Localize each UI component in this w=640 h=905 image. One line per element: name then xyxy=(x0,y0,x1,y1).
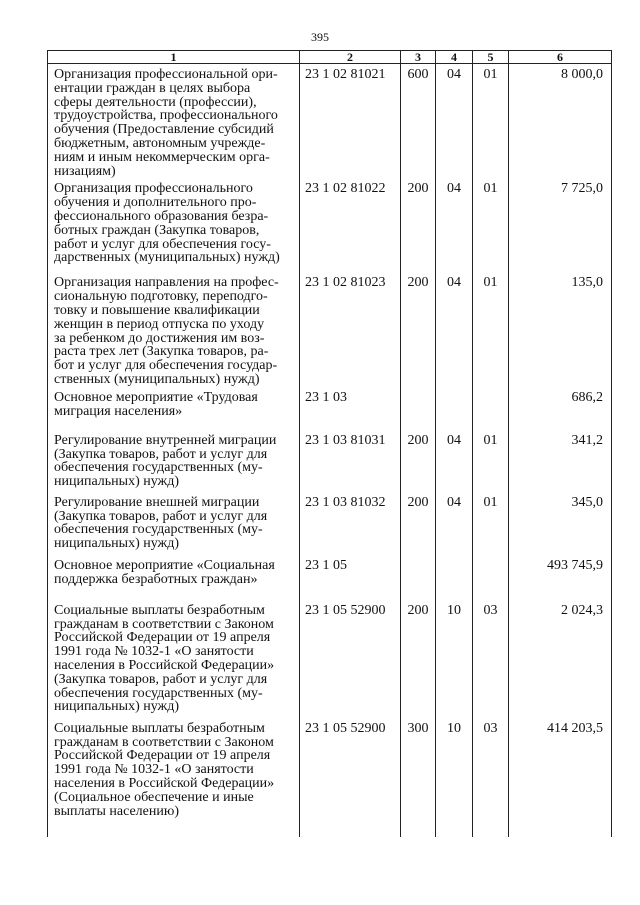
table-row xyxy=(48,178,612,272)
column-header: 6 xyxy=(509,51,612,64)
row-code: 23 1 02 81023 xyxy=(300,272,401,386)
row-expense-type: 300 xyxy=(401,718,436,837)
row-expense-type: 600 xyxy=(401,64,436,179)
row-description: Социальные выплаты безработным гражданам в соответствии с Законом Российской Федерации от 19 апреля 1991 года № 1032-1 «О занятости населения в Российской Федерации» (Закупка товаров, работ и услуг для обеспечения государственных (му- ниципальных) нужд) xyxy=(48,600,300,718)
row-subsection: 01 xyxy=(473,272,509,386)
row-code: 23 1 05 52900 xyxy=(300,600,401,718)
row-subsection: 01 xyxy=(473,64,509,179)
row-description: Организация профессиональной ори- ентации граждан в целях выбора сферы деятельности (профессии), трудоустройства, профессионального обучения (Предоставление субсидий бюджетным, автономным учрежде- ниям и иным некоммерческим орга- низациям) xyxy=(48,64,300,179)
row-code: 23 1 02 81022 xyxy=(300,178,401,272)
row-amount: 8 000,0 xyxy=(509,64,612,179)
row-subsection: 01 xyxy=(473,492,509,555)
table-body xyxy=(48,64,612,837)
row-section xyxy=(436,555,473,600)
row-amount: 7 725,0 xyxy=(509,178,612,272)
table-row xyxy=(48,555,612,600)
row-subsection: 03 xyxy=(473,718,509,837)
row-code: 23 1 05 xyxy=(300,555,401,600)
row-subsection: 01 xyxy=(473,178,509,272)
row-code: 23 1 03 xyxy=(300,387,401,430)
row-section: 04 xyxy=(436,64,473,179)
row-amount: 2 024,3 xyxy=(509,600,612,718)
row-expense-type: 200 xyxy=(401,600,436,718)
row-expense-type xyxy=(401,387,436,430)
row-description: Социальные выплаты безработным гражданам в соответствии с Законом Российской Федерации от 19 апреля 1991 года № 1032-1 «О занятости населения в Российской Федерации» (Социальное обеспечение и иные выплаты населению) xyxy=(48,718,300,837)
row-amount: 345,0 xyxy=(509,492,612,555)
row-expense-type: 200 xyxy=(401,492,436,555)
table-row xyxy=(48,492,612,555)
column-header: 4 xyxy=(436,51,473,64)
row-description: Регулирование внутренней миграции (Закупка товаров, работ и услуг для обеспечения государственных (му- ниципальных) нужд) xyxy=(48,430,300,492)
row-code: 23 1 02 81021 xyxy=(300,64,401,179)
column-header: 5 xyxy=(473,51,509,64)
row-amount: 341,2 xyxy=(509,430,612,492)
row-subsection xyxy=(473,555,509,600)
row-description: Регулирование внешней миграции (Закупка товаров, работ и услуг для обеспечения государственных (му- ниципальных) нужд) xyxy=(48,492,300,555)
row-expense-type: 200 xyxy=(401,178,436,272)
row-section: 10 xyxy=(436,600,473,718)
row-expense-type: 200 xyxy=(401,430,436,492)
table-row xyxy=(48,718,612,837)
row-code: 23 1 05 52900 xyxy=(300,718,401,837)
row-subsection xyxy=(473,387,509,430)
row-expense-type: 200 xyxy=(401,272,436,386)
table-row xyxy=(48,430,612,492)
row-code: 23 1 03 81032 xyxy=(300,492,401,555)
table-row xyxy=(48,64,612,179)
column-header: 2 xyxy=(300,51,401,64)
row-expense-type xyxy=(401,555,436,600)
row-section: 04 xyxy=(436,492,473,555)
page-number: 395 xyxy=(311,30,329,44)
row-description: Организация направления на профес- сиональную подготовку, переподго- товку и повышение квалификации женщин в период отпуска по уходу за ребенком до достижения им воз- раста трех лет (Закупка товаров, ра- бот и услуг для обеспечения государ- ственных (муниципальных) нужд) xyxy=(48,272,300,386)
row-section: 04 xyxy=(436,430,473,492)
table-row xyxy=(48,272,612,386)
budget-table xyxy=(47,50,612,837)
row-amount: 414 203,5 xyxy=(509,718,612,837)
row-description: Основное мероприятие «Социальная поддержка безработных граждан» xyxy=(48,555,300,600)
row-section: 04 xyxy=(436,272,473,386)
row-description: Основное мероприятие «Трудовая миграция населения» xyxy=(48,387,300,430)
row-code: 23 1 03 81031 xyxy=(300,430,401,492)
row-subsection: 01 xyxy=(473,430,509,492)
row-section xyxy=(436,387,473,430)
row-amount: 135,0 xyxy=(509,272,612,386)
row-section: 10 xyxy=(436,718,473,837)
table-row xyxy=(48,600,612,718)
row-description: Организация профессионального обучения и дополнительного про- фессионального образования безра- ботных граждан (Закупка товаров, работ и услуг для обеспечения госу- дарственных (муниципальных) нужд) xyxy=(48,178,300,272)
table-row xyxy=(48,387,612,430)
column-header: 3 xyxy=(401,51,436,64)
column-header: 1 xyxy=(48,51,300,64)
row-subsection: 03 xyxy=(473,600,509,718)
table-header-row xyxy=(48,51,612,64)
row-amount: 493 745,9 xyxy=(509,555,612,600)
row-section: 04 xyxy=(436,178,473,272)
row-amount: 686,2 xyxy=(509,387,612,430)
